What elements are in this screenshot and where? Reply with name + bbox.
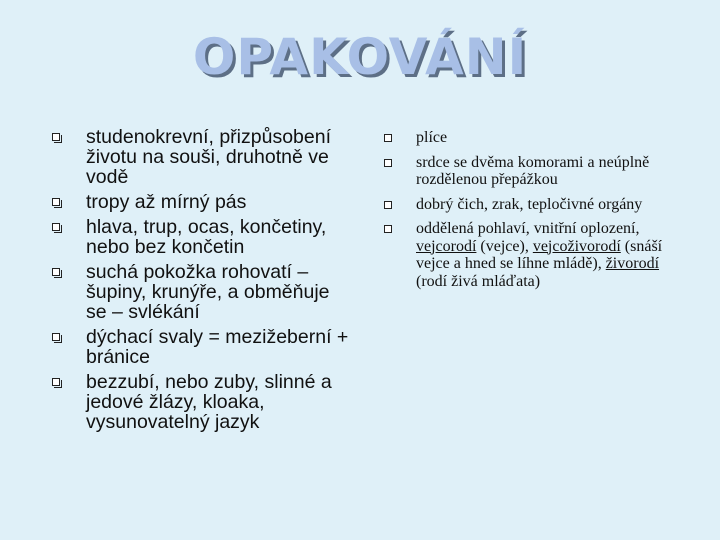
term-oviparous: vejcorodí bbox=[416, 237, 477, 255]
list-item bbox=[52, 327, 352, 367]
list-item bbox=[384, 220, 674, 290]
right-bullet-list bbox=[384, 129, 674, 297]
text-segment: (rodí živá mláďata) bbox=[416, 272, 541, 290]
text-segment: (vejce), bbox=[476, 237, 533, 255]
list-item-text: hlava, trup, ocas, končetiny, nebo bez končetin bbox=[86, 216, 327, 258]
square-bullet-icon bbox=[52, 223, 60, 231]
text-segment: (snáší vejce a hned se líhne mládě), bbox=[416, 237, 663, 272]
term-viviparous: živorodí bbox=[605, 255, 660, 272]
square-bullet-icon bbox=[52, 198, 60, 206]
list-item-text: suchá pokožka rohovatí – šupiny, krunýře, a obměňuje se – svlékání bbox=[86, 261, 330, 323]
slide-title: OPAKOVÁNÍ bbox=[192, 28, 528, 86]
list-item bbox=[52, 217, 352, 257]
list-item-text: tropy až mírný pás bbox=[86, 191, 247, 213]
list-item bbox=[52, 372, 352, 432]
list-item-text: dobrý čich, zrak, tepločivné orgány bbox=[416, 195, 643, 213]
list-item-text: dýchací svaly = mezižeberní + bránice bbox=[86, 326, 349, 368]
list-item-text: bezzubí, nebo zuby, slinné a jedové žlázy, kloaka, vysunovatelný jazyk bbox=[86, 371, 332, 433]
square-bullet-icon bbox=[384, 201, 392, 209]
list-item bbox=[384, 129, 674, 147]
list-item bbox=[52, 192, 352, 212]
term-ovoviviparous: vejcoživorodí bbox=[532, 237, 621, 255]
square-bullet-icon bbox=[52, 268, 60, 276]
list-item-text: plíce bbox=[416, 129, 448, 146]
square-bullet-icon bbox=[384, 225, 392, 233]
square-bullet-icon bbox=[52, 378, 60, 386]
list-item-text: srdce se dvěma komorami a neúplně rozdělenou přepážkou bbox=[416, 153, 650, 188]
square-bullet-icon bbox=[52, 133, 60, 141]
text-segment: oddělená pohlaví, vnitřní oplození, bbox=[416, 220, 640, 237]
square-bullet-icon bbox=[384, 134, 392, 142]
list-item bbox=[52, 262, 352, 322]
list-item-text bbox=[416, 220, 662, 290]
list-item-text: studenokrevní, přizpůsobení životu na souši, druhotně ve vodě bbox=[86, 126, 331, 188]
list-item bbox=[384, 196, 674, 214]
left-bullet-list bbox=[52, 127, 352, 437]
square-bullet-icon bbox=[52, 333, 60, 341]
list-item bbox=[384, 154, 674, 189]
list-item bbox=[52, 127, 352, 187]
square-bullet-icon bbox=[384, 159, 392, 167]
